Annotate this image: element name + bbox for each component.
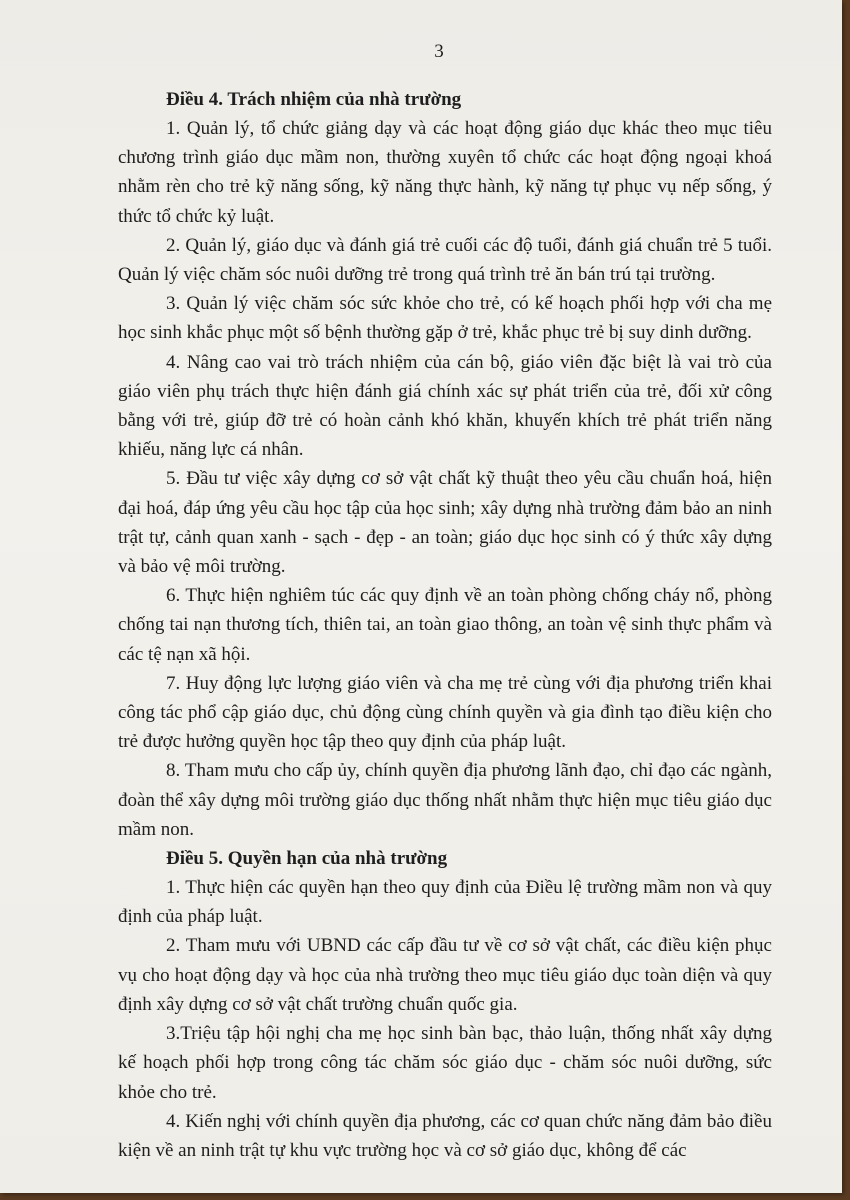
article-4-item-1: 1. Quản lý, tổ chức giảng dạy và các hoạt động giáo dục khác theo mục tiêu chương trình giáo dục mầm non, thường xuyên tổ chức các hoạt động ngoại khoá nhằm rèn cho trẻ kỹ năng sống, kỹ năng thực hành, kỹ năng tự phục vụ nếp sống, ý thức tổ chức kỷ luật. <box>118 118 772 227</box>
article-4-item-8: 8. Tham mưu cho cấp ủy, chính quyền địa phương lãnh đạo, chỉ đạo các ngành, đoàn thể xây dựng môi trường giáo dục thống nhất nhằm thực hiện mục tiêu giáo dục mầm non. <box>118 760 772 840</box>
article-4-item-4: 4. Nâng cao vai trò trách nhiệm của cán bộ, giáo viên đặc biệt là vai trò của giáo viên phụ trách thực hiện đánh giá chính xác sự phát triển của trẻ, đối xử công bằng với trẻ, giúp đỡ trẻ có hoàn cảnh khó khăn, khuyến khích trẻ phát triển năng khiếu, năng lực cá nhân. <box>118 351 772 461</box>
article-4-heading: Điều 4. Trách nhiệm của nhà trường <box>166 89 462 110</box>
article-5-item-2: 2. Tham mưu với UBND các cấp đầu tư về cơ sở vật chất, các điều kiện phục vụ cho hoạt động dạy và học của nhà trường theo mục tiêu giáo dục toàn diện và quy định xây dựng cơ sở vật chất trường chuẩn quốc gia. <box>118 935 772 1015</box>
article-4-item-3: 3. Quản lý việc chăm sóc sức khỏe cho trẻ, có kế hoạch phối hợp với cha mẹ học sinh khắc phục một số bệnh thường gặp ở trẻ, khắc phục trẻ bị suy dinh dưỡng. <box>118 293 772 344</box>
article-5-item-1: 1. Thực hiện các quyền hạn theo quy định của Điều lệ trường mầm non và quy định của pháp luật. <box>118 877 772 928</box>
article-5-item-4: 4. Kiến nghị với chính quyền địa phương, các cơ quan chức năng đảm bảo điều kiện về an ninh trật tự khu vực trường học và cơ sở giáo dục, không để các <box>118 1110 772 1161</box>
article-4-item-7: 7. Huy động lực lượng giáo viên và cha mẹ trẻ cùng với địa phương triển khai công tác phổ cập giáo dục, chủ động cùng chính quyền và gia đình tạo điều kiện cho trẻ được hưởng quyền học tập theo quy định của pháp luật. <box>118 672 772 753</box>
page-number: 3 <box>434 41 444 62</box>
article-4-item-6: 6. Thực hiện nghiêm túc các quy định về an toàn phòng chống cháy nổ, phòng chống tai nạn thương tích, thiên tai, an toàn giao thông, an toàn vệ sinh thực phẩm và các tệ nạn xã hội. <box>118 585 772 665</box>
article-4-item-5: 5. Đầu tư việc xây dựng cơ sở vật chất kỹ thuật theo yêu cầu chuẩn hoá, hiện đại hoá, đáp ứng yêu cầu học tập của học sinh; xây dựng nhà trường đảm bảo an ninh trật tự, cảnh quan xanh - sạch - đẹp - an toàn; giáo dục học sinh có ý thức xây dựng và bảo vệ môi trường. <box>118 468 772 578</box>
article-4-item-2: 2. Quản lý, giáo dục và đánh giá trẻ cuối các độ tuổi, đánh giá chuẩn trẻ 5 tuổi. Quản lý việc chăm sóc nuôi dưỡng trẻ trong quá trình trẻ ăn bán trú tại trường. <box>118 234 772 286</box>
article-5-item-3: 3.Triệu tập hội nghị cha mẹ học sinh bàn bạc, thảo luận, thống nhất xây dựng kế hoạch phối hợp trong công tác chăm sóc giáo dục - chăm sóc nuôi dưỡng, sức khỏe cho trẻ. <box>118 1023 772 1103</box>
article-5-heading: Điều 5. Quyền hạn của nhà trường <box>166 848 448 870</box>
